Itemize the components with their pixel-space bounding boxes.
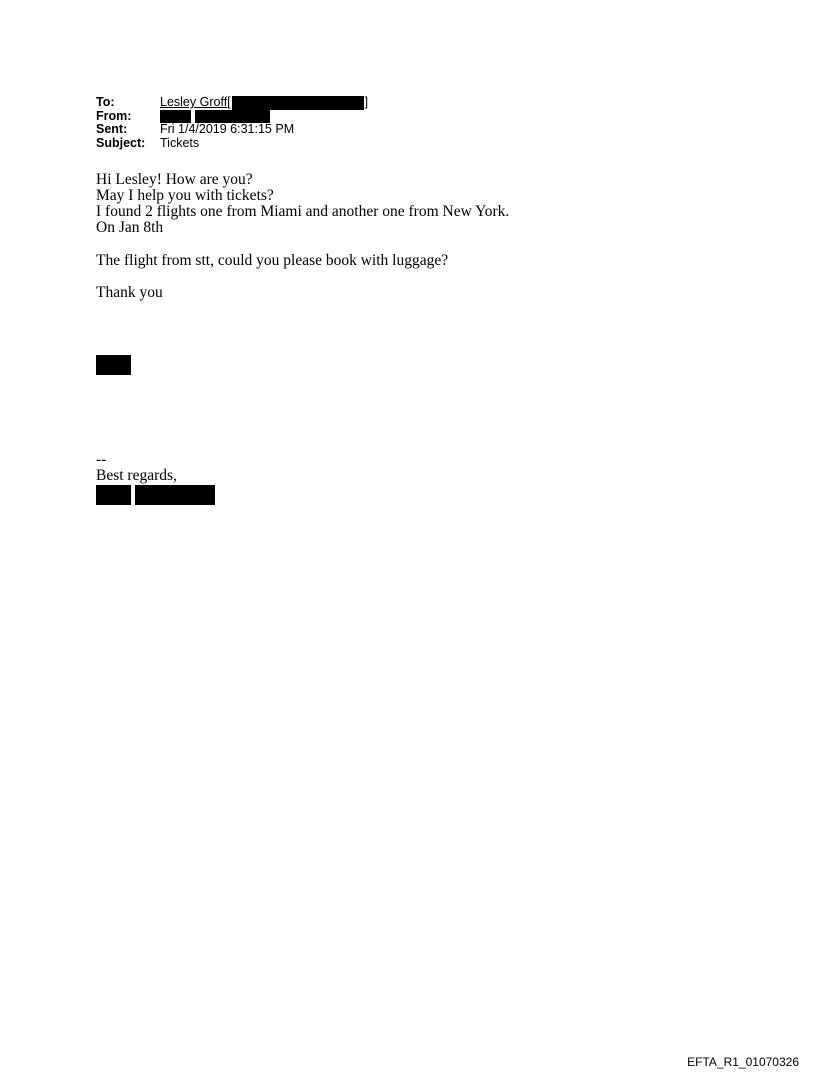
redaction-from-last <box>195 110 270 123</box>
body-line-offer: May I help you with tickets? <box>96 187 274 204</box>
redaction-to-email <box>232 96 364 110</box>
email-header <box>96 96 368 150</box>
email-body <box>96 172 716 301</box>
signature-separator: -- <box>96 451 107 468</box>
body-line-flights: I found 2 flights one from Miami and another one from New York. <box>96 203 510 220</box>
subject-value: Tickets <box>160 135 200 150</box>
body-line-date: On Jan 8th <box>96 219 164 236</box>
to-value <box>160 96 368 110</box>
body-line-request: The flight from stt, could you please book with luggage? <box>96 252 449 269</box>
subject-label: Subject: <box>96 135 146 150</box>
from-value <box>160 110 270 123</box>
from-row <box>96 110 368 124</box>
subject-row <box>96 137 368 151</box>
signature-redactions <box>96 485 215 505</box>
redaction-from-first <box>160 110 191 123</box>
sent-label: Sent: <box>96 122 128 136</box>
body-line-greeting: Hi Lesley! How are you? <box>96 171 253 188</box>
to-bracket-close: ] <box>364 95 369 109</box>
signature-closing: Best regards, <box>96 467 177 484</box>
body-line-thanks: Thank you <box>96 284 163 301</box>
redaction-signature-first <box>96 485 131 505</box>
email-signature <box>96 452 177 484</box>
from-label: From: <box>96 108 132 123</box>
to-label: To: <box>96 95 115 109</box>
to-bracket-open: [ <box>227 95 231 109</box>
sent-row <box>96 123 368 137</box>
to-row <box>96 96 368 110</box>
redaction-sender-name <box>96 355 131 375</box>
sent-value: Fri 1/4/2019 6:31:15 PM <box>160 122 295 136</box>
to-name: Lesley Groff <box>160 95 228 109</box>
document-id: EFTA_R1_01070326 <box>687 1055 799 1069</box>
redaction-signature-last <box>135 485 215 505</box>
